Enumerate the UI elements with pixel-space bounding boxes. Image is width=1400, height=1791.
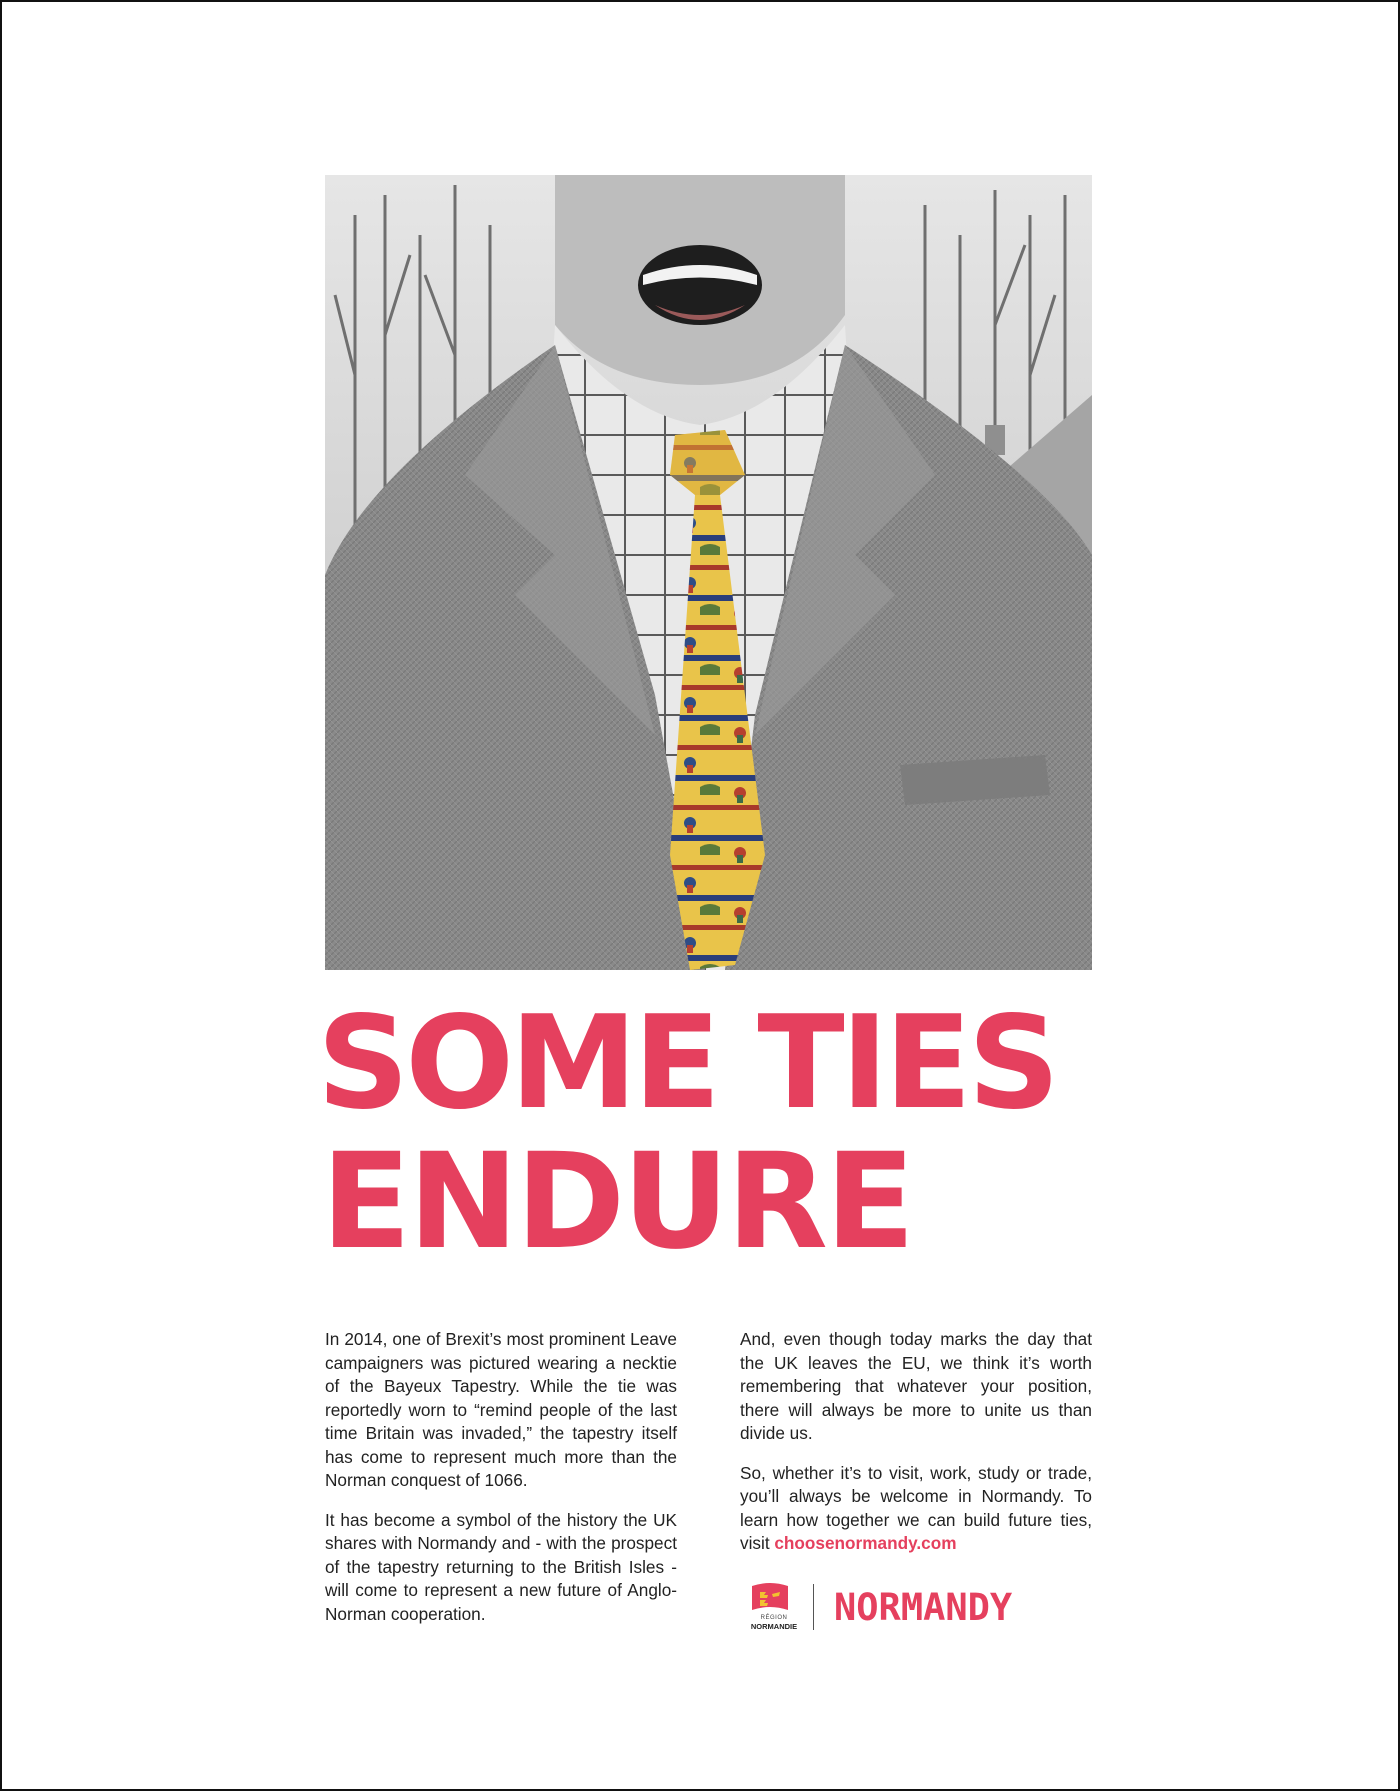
body-column-right (740, 1328, 1092, 1572)
body-column-left (325, 1328, 677, 1642)
body-paragraph: It has become a symbol of the history the UK shares with Normandy and - with the prospect of the tapestry returning to the British Isles - will come to represent a new future of Anglo-Norman cooperation. (325, 1509, 677, 1624)
body-paragraph: And, even though today marks the day that the UK leaves the EU, we think it’s worth remembering that whatever your position, there will always be more to unite us than divide us. (740, 1329, 1092, 1443)
headline-line-1: SOME TIES (317, 989, 1056, 1138)
hero-photo (325, 175, 1092, 970)
website-link[interactable]: choosenormandy.com (774, 1533, 957, 1553)
normandy-flag-icon (750, 1582, 790, 1614)
normandy-wordmark: NORMANDY (834, 1586, 1013, 1629)
body-paragraph-cta (740, 1462, 1092, 1556)
photo-person-with-bayeux-tapestry-tie (325, 175, 1092, 970)
headline-line-2: ENDURE (321, 1125, 913, 1279)
cta-text: So, whether it’s to visit, work, study or trade, you’ll always be welcome in Normandy. To learn how together we can build future ties, visit (740, 1462, 1092, 1553)
logo-block (740, 1582, 1092, 1632)
region-normandie-logo (740, 1582, 808, 1632)
headline (317, 989, 1107, 1279)
region-label: RÉGION (760, 1615, 788, 1621)
region-name: NORMANDIE (750, 1622, 798, 1631)
body-paragraph: In 2014, one of Brexit’s most prominent Leave campaigners was pictured wearing a necktie of the Bayeux Tapestry. While the tie was reportedly worn to “remind people of the last time Britain was invaded,” the tapestry itself has come to represent much more than the Norman conquest of 1066. (325, 1329, 677, 1490)
logo-divider (813, 1584, 814, 1630)
